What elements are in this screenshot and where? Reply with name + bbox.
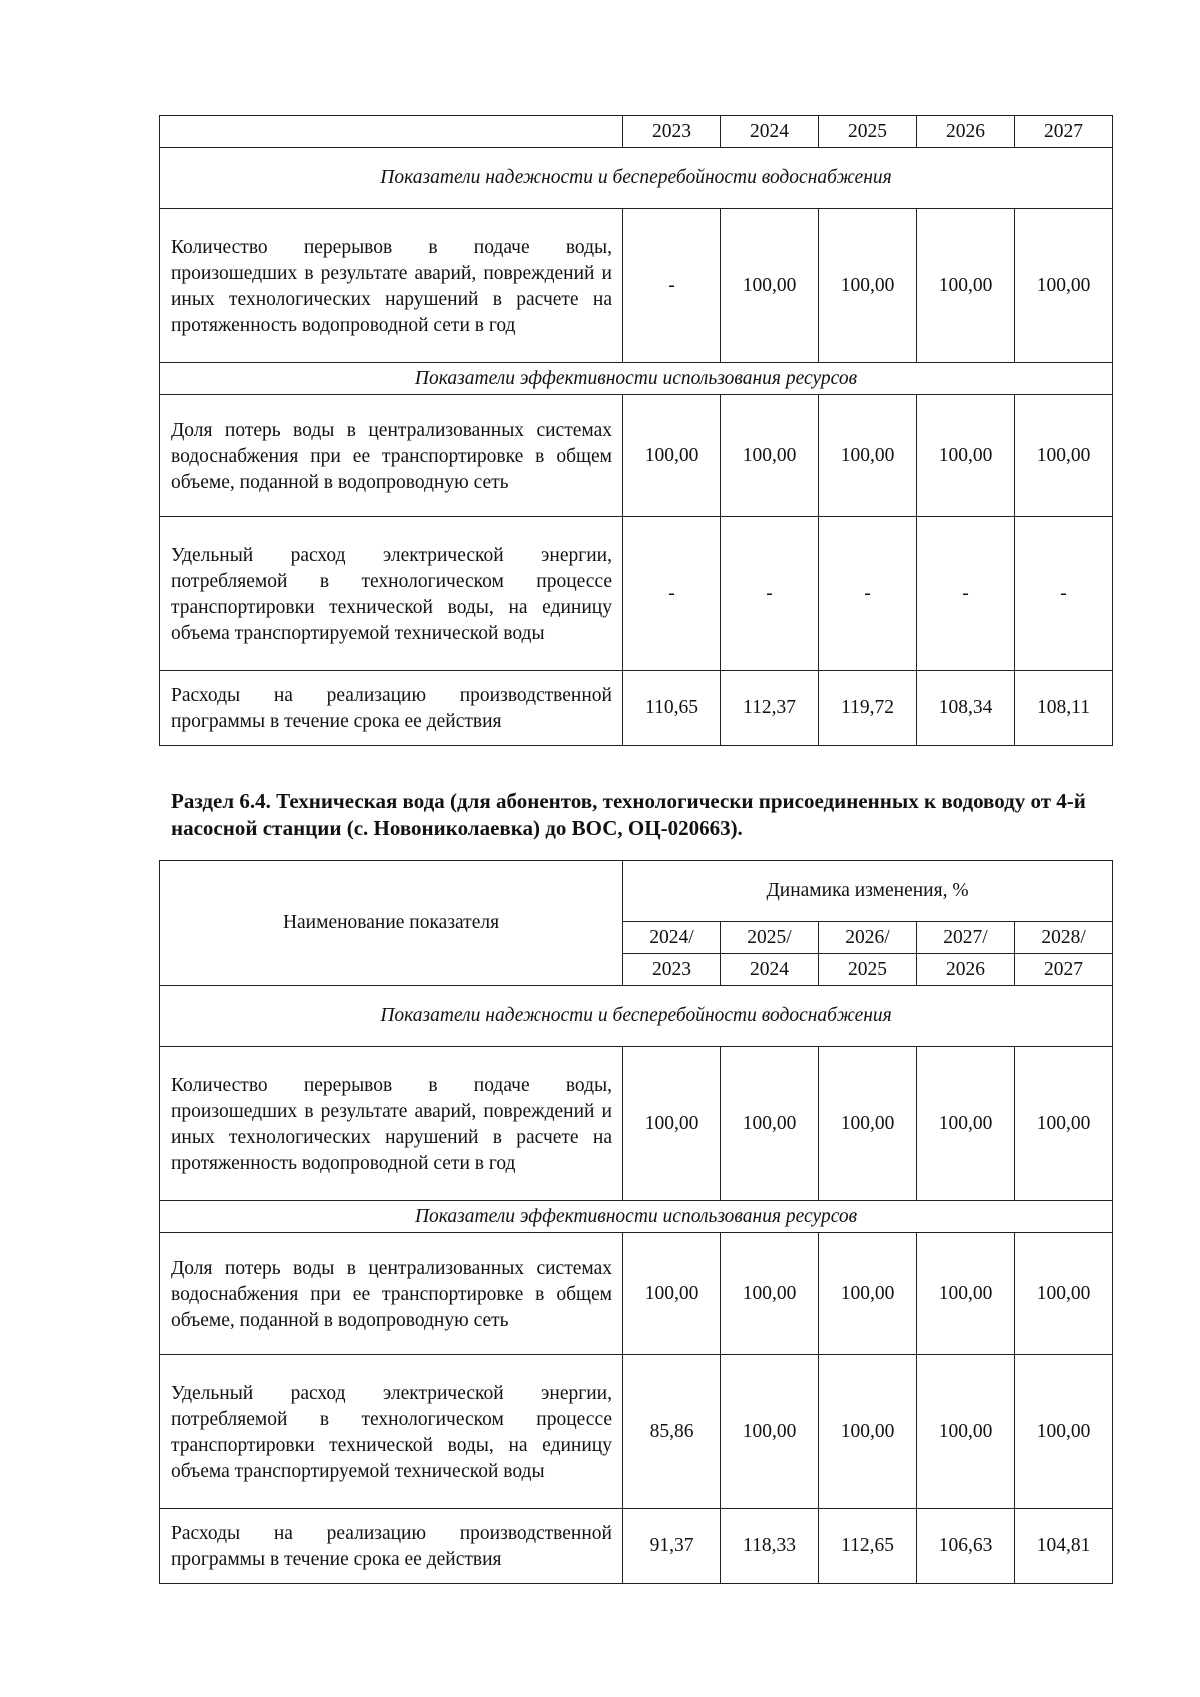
year-header-cell: 2024 (721, 954, 819, 986)
indicator-value: 100,00 (721, 209, 819, 363)
table-row (160, 671, 1113, 746)
indicator-value: - (917, 517, 1015, 671)
year-header-cell: 2024 (721, 116, 819, 148)
year-header-cell: 2025/ (721, 922, 819, 954)
indicator-name: Расходы на реализацию производственной программы в течение срока ее действия (160, 1509, 623, 1584)
dynamics-header: Динамика изменения, % (623, 861, 1113, 922)
indicator-value: 112,65 (819, 1509, 917, 1584)
indicators-table-continued (159, 115, 1113, 746)
section-row (160, 1201, 1113, 1233)
indicator-name: Количество перерывов в подаче воды, произошедших в результате аварий, повреждений и иных технологических нарушений в расчете на протяженность водопроводной сети в год (160, 1047, 623, 1201)
table-row (160, 517, 1113, 671)
indicator-value: 100,00 (819, 395, 917, 517)
indicator-value: 112,37 (721, 671, 819, 746)
year-header-cell: 2026 (917, 116, 1015, 148)
section-row (160, 363, 1113, 395)
year-header-cell: 2024/ (623, 922, 721, 954)
empty-header-cell (160, 116, 623, 148)
section-row (160, 148, 1113, 209)
indicator-value: 119,72 (819, 671, 917, 746)
indicator-value: 108,34 (917, 671, 1015, 746)
indicator-value: - (721, 517, 819, 671)
indicator-value: 100,00 (623, 1047, 721, 1201)
indicator-value: 106,63 (917, 1509, 1015, 1584)
indicator-value: - (819, 517, 917, 671)
year-header-row (160, 116, 1113, 148)
indicator-value: 85,86 (623, 1355, 721, 1509)
indicator-name: Доля потерь воды в централизованных системах водоснабжения при ее транспортировке в общем объеме, поданной в водопроводную сеть (160, 395, 623, 517)
indicator-name: Расходы на реализацию производственной программы в течение срока ее действия (160, 671, 623, 746)
table-row (160, 1047, 1113, 1201)
indicator-value: 100,00 (721, 1355, 819, 1509)
indicator-value: 100,00 (917, 209, 1015, 363)
indicator-value: 100,00 (1015, 1355, 1113, 1509)
section-row (160, 986, 1113, 1047)
indicator-value: 100,00 (917, 395, 1015, 517)
indicator-value: 100,00 (623, 1233, 721, 1355)
indicator-value: 100,00 (819, 1233, 917, 1355)
indicator-name: Удельный расход электрической энергии, потребляемой в технологическом процессе транспортировки технической воды, на единицу объема транспортируемой технической воды (160, 1355, 623, 1509)
year-header-cell: 2025 (819, 116, 917, 148)
year-header-cell: 2025 (819, 954, 917, 986)
section-title-reliability: Показатели надежности и бесперебойности водоснабжения (160, 986, 1113, 1047)
table-row (160, 1509, 1113, 1584)
table-row (160, 1233, 1113, 1355)
indicator-value: 100,00 (721, 1047, 819, 1201)
year-header-cell: 2027 (1015, 116, 1113, 148)
section-heading: Раздел 6.4. Техническая вода (для абонентов, технологически присоединенных к водоводу от 4-й насосной станции (с. Новониколаевка) до ВОС, ОЦ-020663). (171, 789, 1086, 840)
year-header-cell: 2023 (623, 954, 721, 986)
indicator-value: - (1015, 517, 1113, 671)
indicator-value: 100,00 (721, 395, 819, 517)
indicator-name: Доля потерь воды в централизованных системах водоснабжения при ее транспортировке в общем объеме, поданной в водопроводную сеть (160, 1233, 623, 1355)
section-title-reliability: Показатели надежности и бесперебойности водоснабжения (160, 148, 1113, 209)
indicator-value: 100,00 (819, 209, 917, 363)
table-row (160, 395, 1113, 517)
section-title-efficiency: Показатели эффективности использования ресурсов (160, 1201, 1113, 1233)
indicator-value: 100,00 (721, 1233, 819, 1355)
indicator-value: 110,65 (623, 671, 721, 746)
indicator-name-header: Наименование показателя (160, 861, 623, 986)
indicator-value: 91,37 (623, 1509, 721, 1584)
indicator-value: 104,81 (1015, 1509, 1113, 1584)
indicator-value: 100,00 (917, 1047, 1015, 1201)
year-header-cell: 2026 (917, 954, 1015, 986)
header-row (160, 861, 1113, 922)
indicator-value: 100,00 (917, 1233, 1015, 1355)
indicators-table-section-6-4 (159, 860, 1113, 1584)
indicator-value: 100,00 (819, 1355, 917, 1509)
indicator-name: Удельный расход электрической энергии, потребляемой в технологическом процессе транспортировки технической воды, на единицу объема транспортируемой технической воды (160, 517, 623, 671)
table-row (160, 209, 1113, 363)
table-row (160, 1355, 1113, 1509)
year-header-cell: 2027/ (917, 922, 1015, 954)
indicator-value: 100,00 (917, 1355, 1015, 1509)
indicator-name: Количество перерывов в подаче воды, произошедших в результате аварий, повреждений и иных технологических нарушений в расчете на протяженность водопроводной сети в год (160, 209, 623, 363)
indicator-value: - (623, 517, 721, 671)
section-title-efficiency: Показатели эффективности использования ресурсов (160, 363, 1113, 395)
indicator-value: 100,00 (1015, 1047, 1113, 1201)
indicator-value: 100,00 (1015, 209, 1113, 363)
indicator-value: 118,33 (721, 1509, 819, 1584)
year-header-cell: 2027 (1015, 954, 1113, 986)
indicator-value: 100,00 (623, 395, 721, 517)
indicator-value: - (623, 209, 721, 363)
indicator-value: 100,00 (819, 1047, 917, 1201)
indicator-value: 100,00 (1015, 1233, 1113, 1355)
year-header-cell: 2028/ (1015, 922, 1113, 954)
indicator-value: 108,11 (1015, 671, 1113, 746)
indicator-value: 100,00 (1015, 395, 1113, 517)
year-header-cell: 2023 (623, 116, 721, 148)
year-header-cell: 2026/ (819, 922, 917, 954)
